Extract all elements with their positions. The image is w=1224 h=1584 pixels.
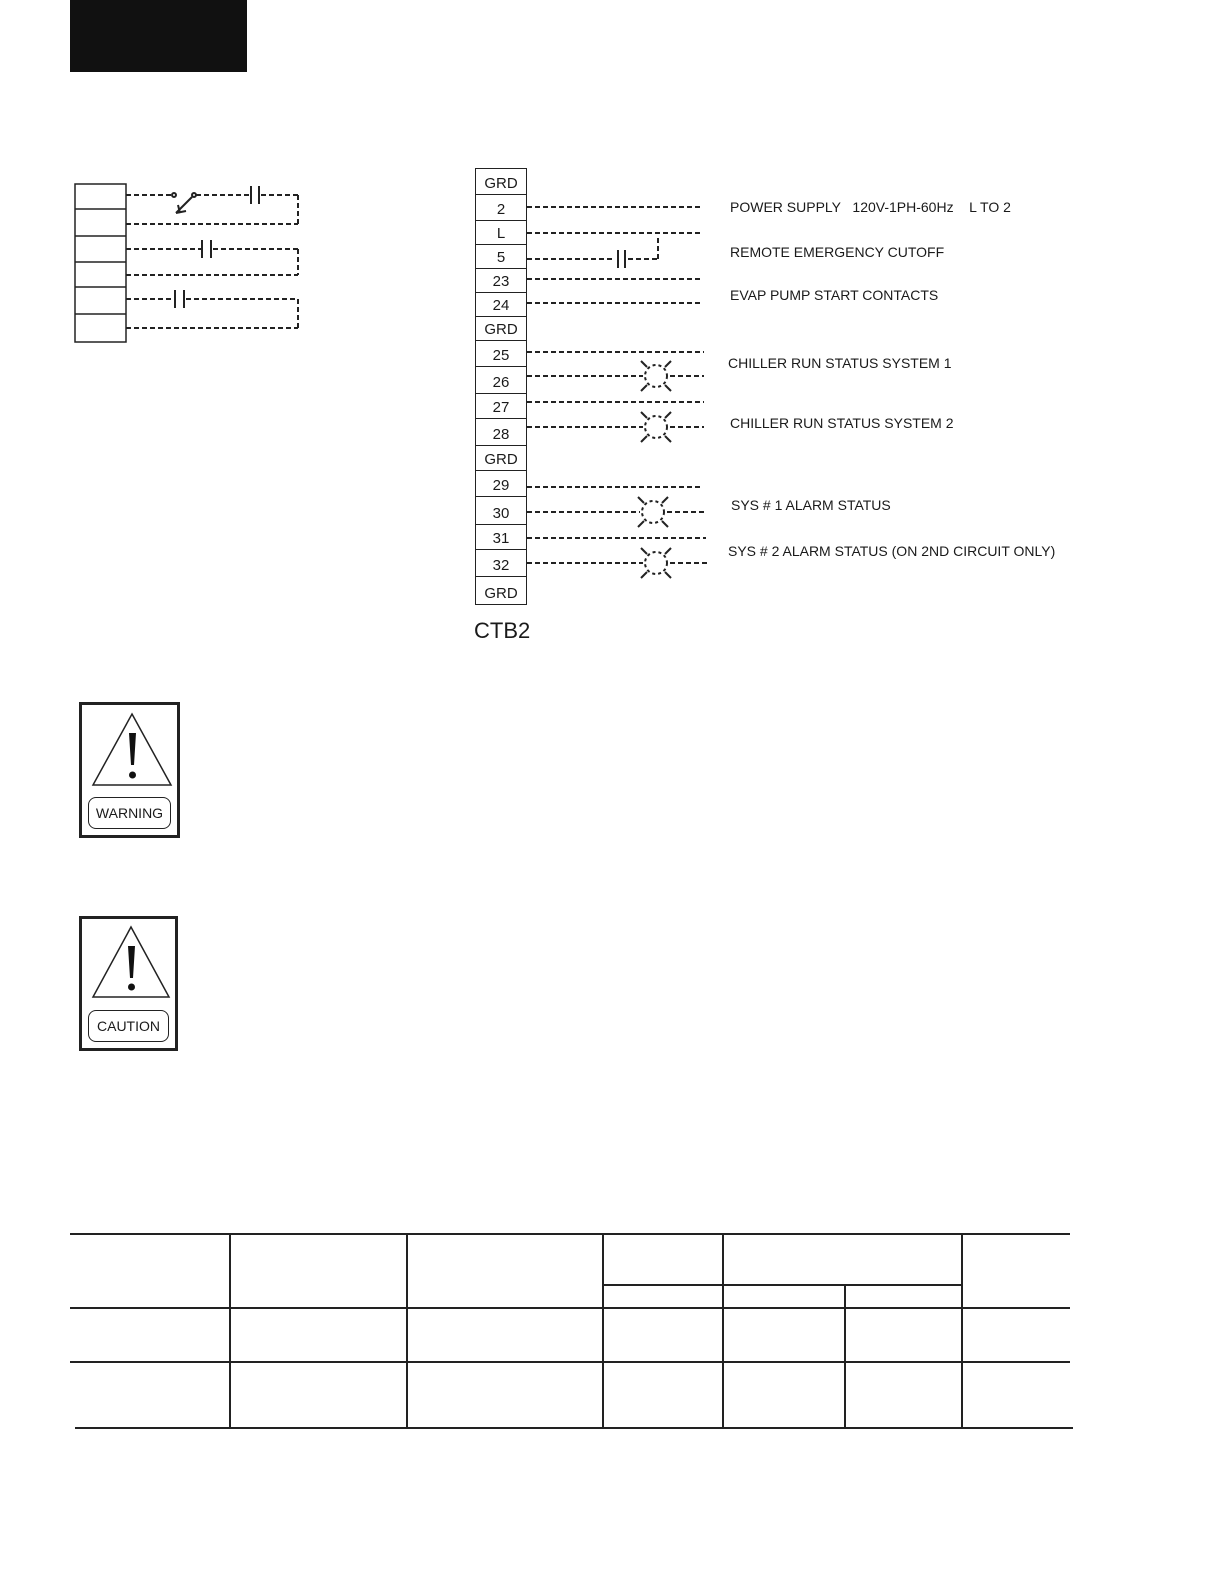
ctb2-terminal: GRD [475, 168, 527, 194]
ctb2-terminal: 31 [475, 524, 527, 549]
chiller-run-status-2-label: CHILLER RUN STATUS SYSTEM 2 [730, 415, 954, 431]
remote-emergency-cutoff-label: REMOTE EMERGENCY CUTOFF [730, 244, 945, 260]
ctb2-terminal: GRD [475, 316, 527, 340]
ctb2-terminal: 2 [475, 194, 527, 220]
ctb2-terminal: 25 [475, 340, 527, 366]
ctb2-terminal: GRD [475, 445, 527, 470]
ctb2-terminal: GRD [475, 576, 527, 605]
ctb2-terminal: 23 [475, 268, 527, 292]
ctb2-terminal: 27 [475, 393, 527, 418]
ctb2-terminal: 30 [475, 496, 527, 524]
ctb2-terminal: 24 [475, 292, 527, 316]
ctb2-terminal: 29 [475, 470, 527, 496]
chiller-run-status-1-label: CHILLER RUN STATUS SYSTEM 1 [728, 355, 952, 371]
ctb2-terminal: 32 [475, 549, 527, 576]
sys1-alarm-status-label: SYS # 1 ALARM STATUS [731, 497, 891, 513]
evap-pump-start-label: EVAP PUMP START CONTACTS [730, 287, 939, 303]
caution-badge: CAUTION [88, 1010, 169, 1042]
power-supply-label: POWER SUPPLY 120V-1PH-60Hz L TO 2 [730, 199, 1011, 215]
ctb2-terminal: 28 [475, 418, 527, 445]
sys2-alarm-status-label: SYS # 2 ALARM STATUS (ON 2ND CIRCUIT ONLY) [728, 543, 1056, 559]
ctb2-terminal: 5 [475, 244, 527, 268]
ctb2-terminal: 26 [475, 366, 527, 393]
ctb2-terminal: L [475, 220, 527, 244]
ctb2-label: CTB2 [474, 618, 531, 643]
warning-badge: WARNING [88, 797, 171, 829]
